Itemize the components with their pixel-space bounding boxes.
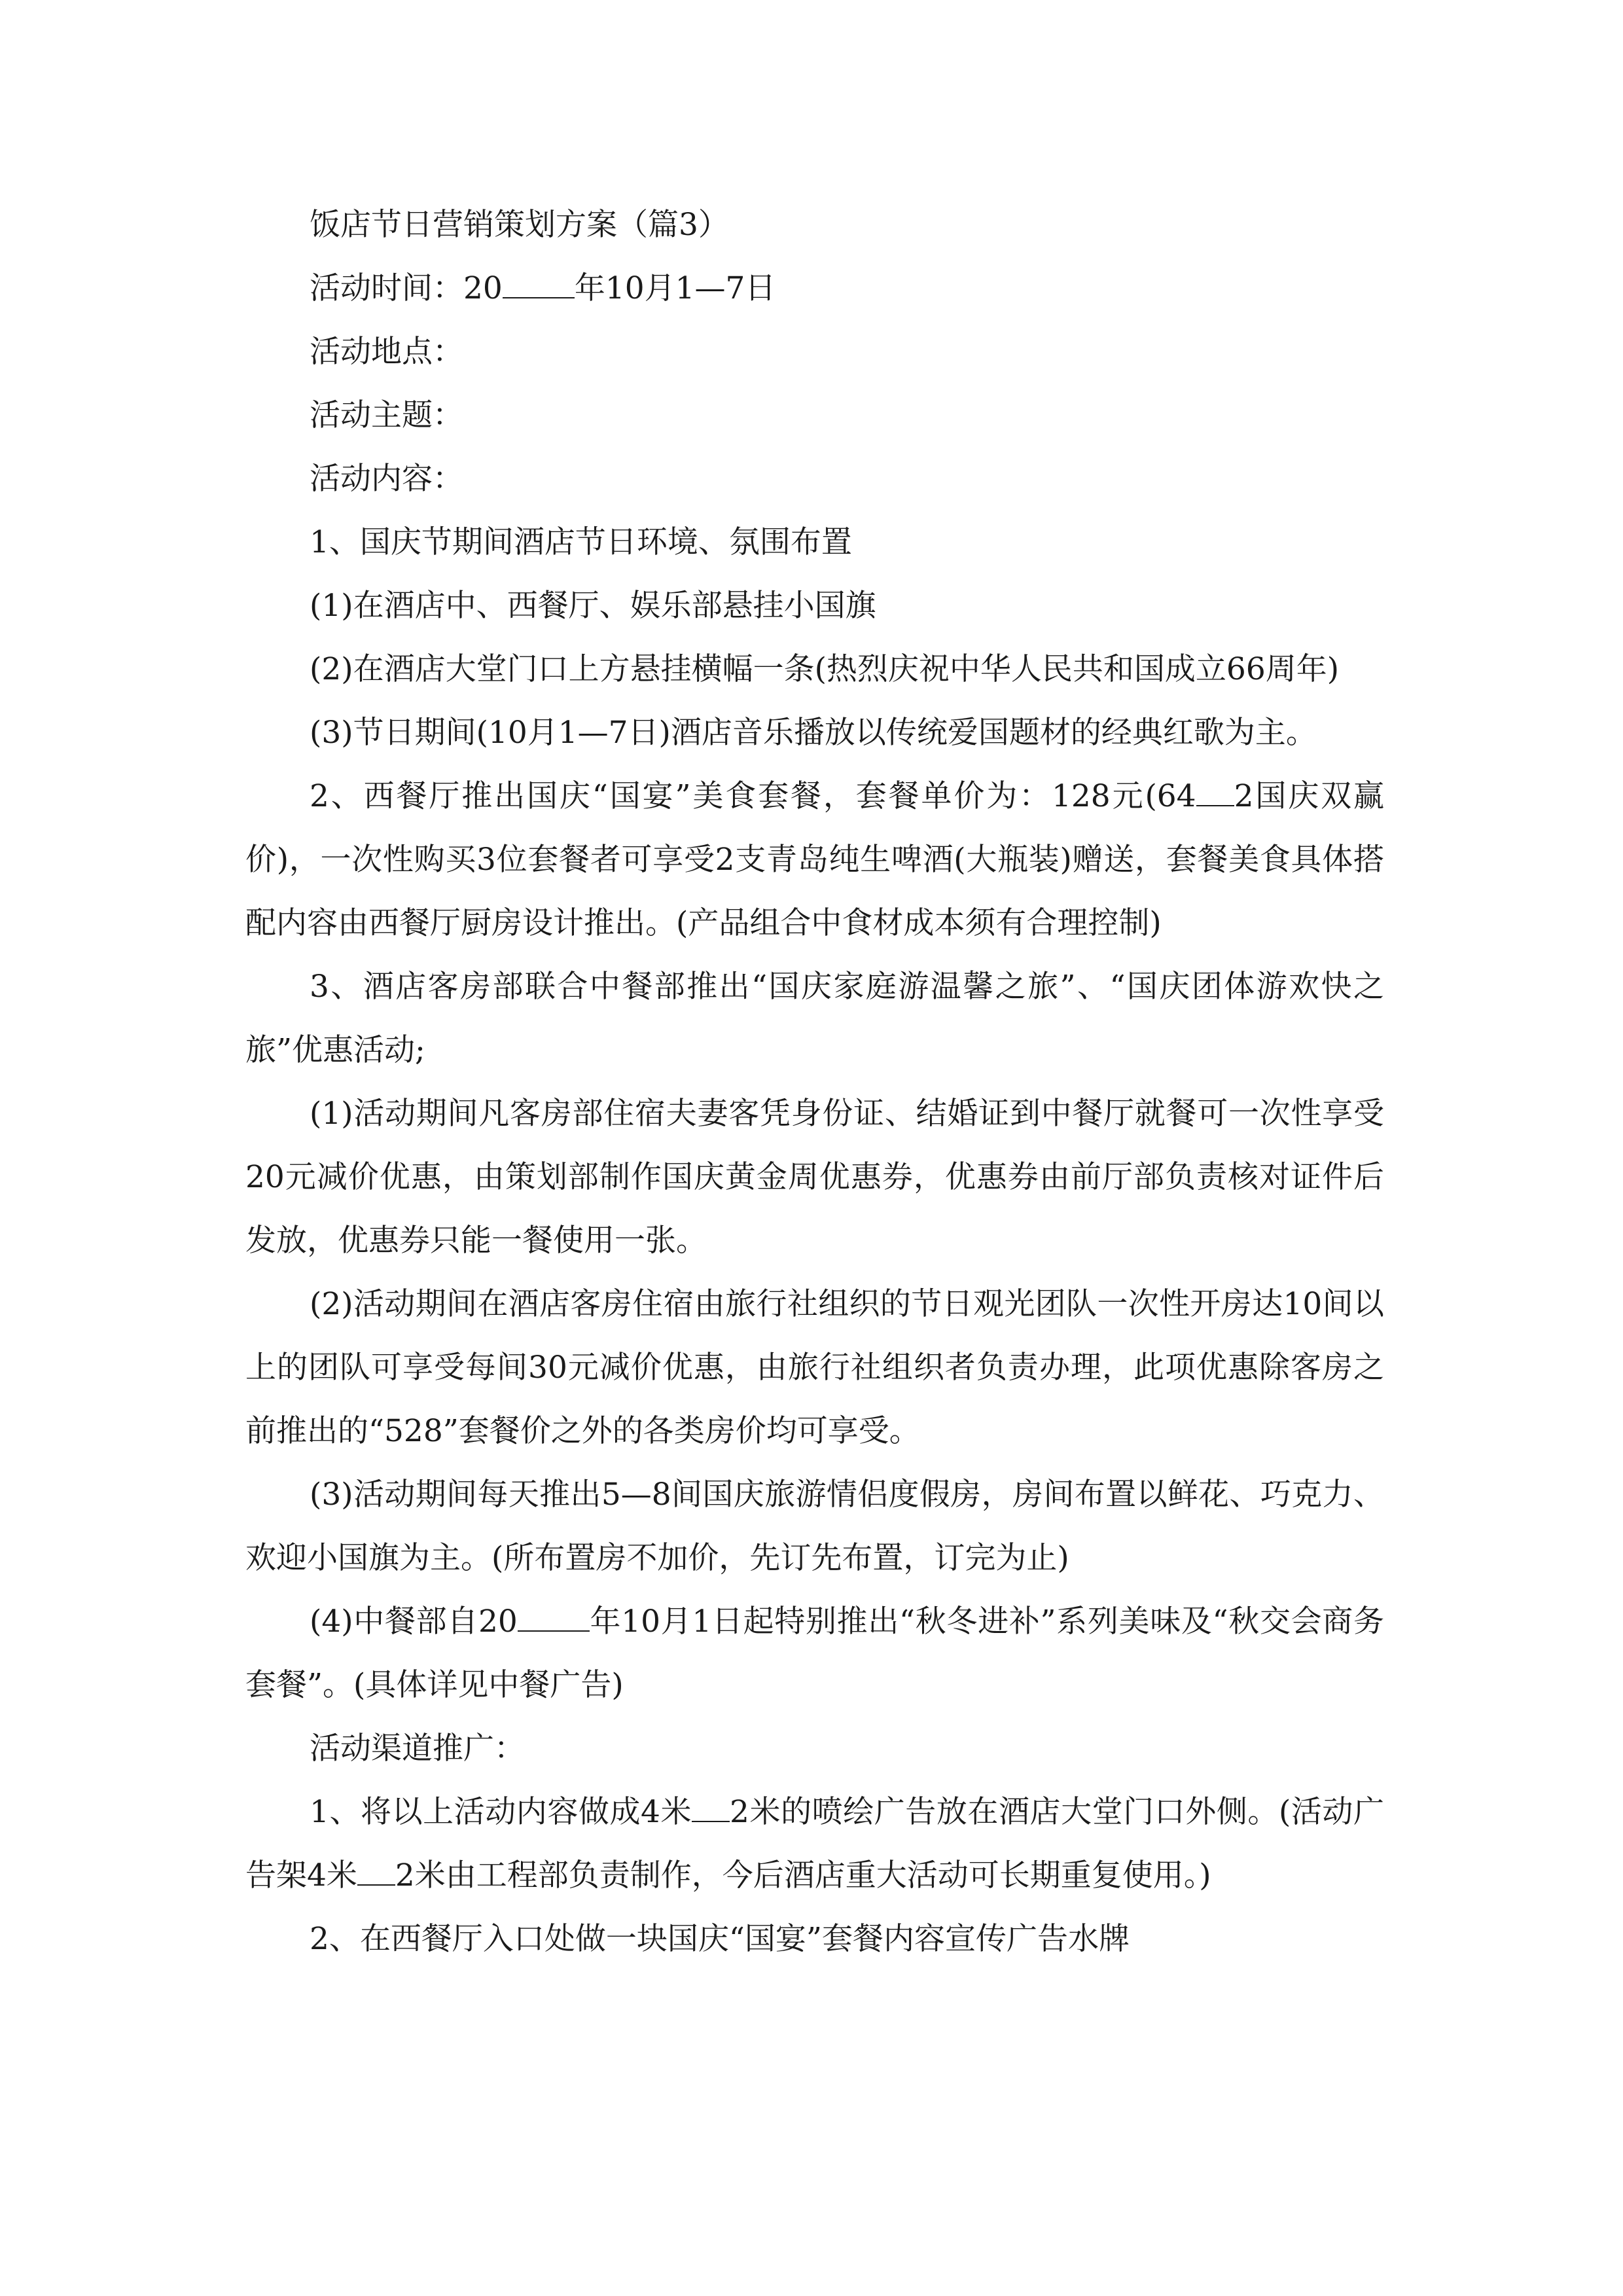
section-3-item-4-part-a: (4)中餐部自20 (310, 1604, 518, 1640)
blank-underline (692, 1792, 730, 1822)
channel-1-part-c: 2米由工程部负责制作，今后酒店重大活动可长期重复使用。) (395, 1857, 1211, 1893)
activity-time (245, 257, 1384, 320)
section-3-item-1: (1)活动期间凡客房部住宿夫妻客凭身份证、结婚证到中餐厅就餐可一次性享受20元减价优惠，由策划部制作国庆黄金周优惠券，优惠券由前厅部负责核对证件后发放，优惠券只能一餐使用一张。 (245, 1096, 1384, 1259)
section-1-item-2: (2)在酒店大堂门口上方悬挂横幅一条(热烈庆祝中华人民共和国成立66周年) (310, 651, 1340, 687)
section-1-item-1: (1)在酒店中、西餐厅、娱乐部悬挂小国旗 (310, 588, 876, 624)
section-1-item-3: (3)节日期间(10月1—7日)酒店音乐播放以传统爱国题材的经典红歌为主。 (310, 715, 1317, 751)
activity-theme: 活动主题： (310, 397, 463, 433)
channel-2: 2、在西餐厅入口处做一块国庆“国宴”套餐内容宣传广告水牌 (310, 1921, 1130, 1957)
section-1: 1、国庆节期间酒店节日环境、氛围布置 (310, 524, 852, 560)
activity-channel-heading: 活动渠道推广： (310, 1731, 525, 1767)
section-2-part-a: 2、西餐厅推出国庆“国宴”美食套餐，套餐单价为：128元(64 (310, 778, 1196, 814)
section-3-item-4 (245, 1590, 1384, 1717)
channel-1-part-b: 2米的喷绘广告放在酒店大堂门口外侧。(活动广告架4米 (245, 1794, 1384, 1893)
blank-underline (357, 1856, 395, 1886)
section-3-item-4-part-b: 年10月1日起特别推出“秋冬进补”系列美味及“秋交会商务套餐”。(具体详见中餐广告) (245, 1604, 1384, 1703)
blank-underline (503, 268, 575, 298)
blank-underline (1196, 776, 1234, 806)
section-3: 3、酒店客房部联合中餐部推出“国庆家庭游温馨之旅”、“国庆团体游欢快之旅”优惠活动; (245, 969, 1384, 1068)
document-title: 饭店节日营销策划方案（篇3） (310, 207, 729, 243)
section-2 (245, 764, 1384, 955)
blank-underline (518, 1602, 590, 1632)
activity-time-suffix: 年10月1—7日 (574, 270, 776, 306)
section-3-item-2: (2)活动期间在酒店客房住宿由旅行社组织的节日观光团队一次性开房达10间以上的团队可享受每间30元减价优惠，由旅行社组织者负责办理，此项优惠除客房之前推出的“528”套餐价之外的各类房价均可享受。 (245, 1286, 1384, 1449)
channel-1 (245, 1780, 1384, 1907)
activity-time-label: 活动时间：20 (310, 270, 503, 306)
channel-1-part-a: 1、将以上活动内容做成4米 (310, 1794, 692, 1830)
document-body (245, 193, 1384, 1971)
section-3-item-3: (3)活动期间每天推出5—8间国庆旅游情侣度假房，房间布置以鲜花、巧克力、欢迎小国旗为主。(所布置房不加价，先订先布置，订完为止) (245, 1477, 1384, 1576)
section-2-part-b: 2国庆双赢价)，一次性购买3位套餐者可享受2支青岛纯生啤酒(大瓶装)赠送，套餐美食具体搭配内容由西餐厅厨房设计推出。(产品组合中食材成本须有合理控制) (245, 778, 1385, 941)
activity-place: 活动地点： (310, 334, 463, 370)
activity-content-heading: 活动内容： (310, 461, 463, 497)
